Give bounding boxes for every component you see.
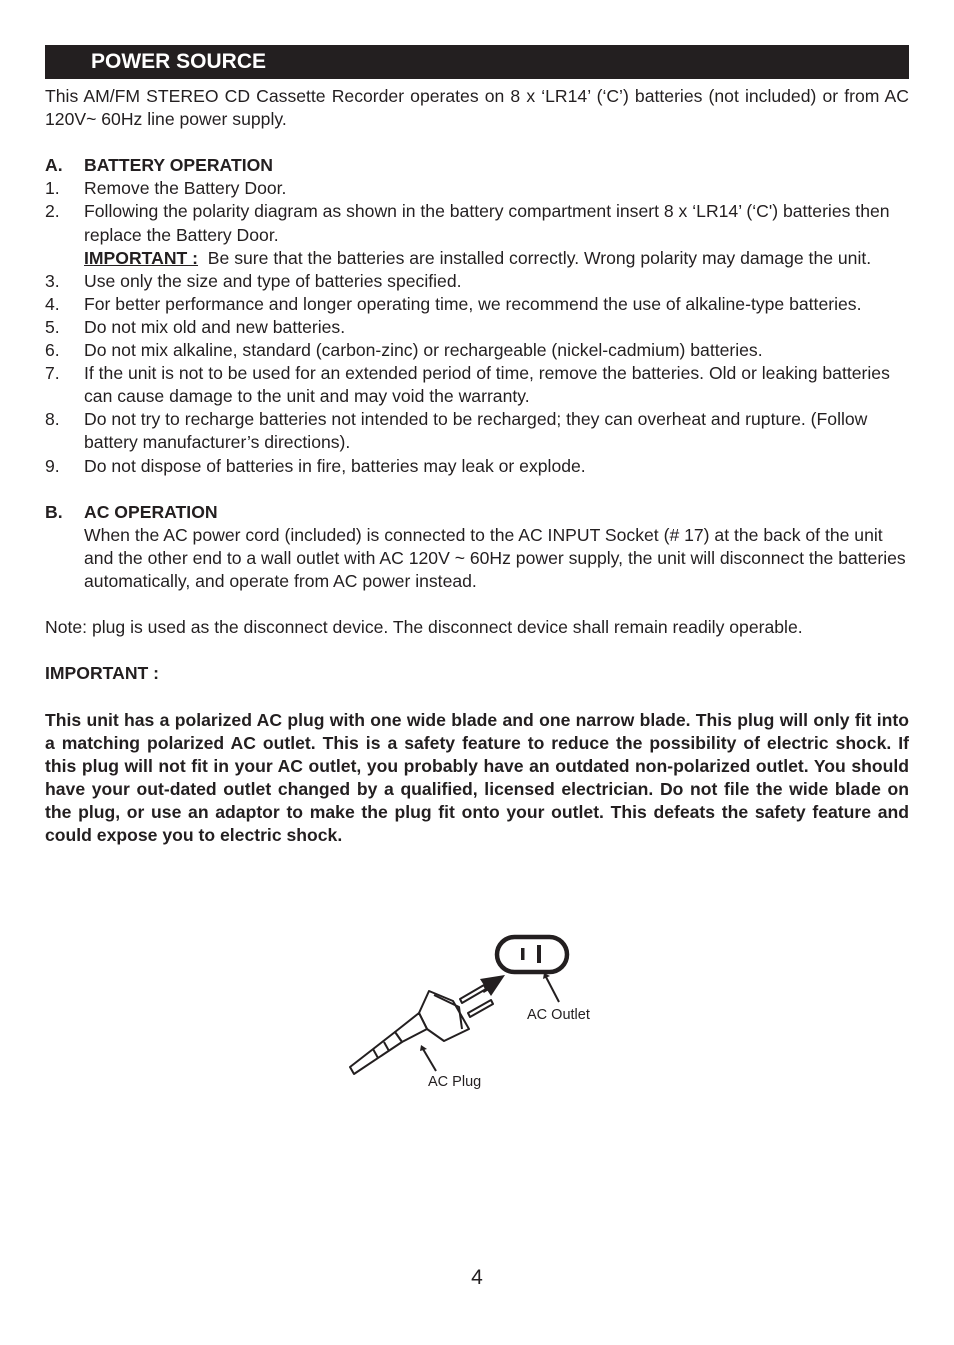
list-item-text: Do not dispose of batteries in fire, batteries may leak or explode. [84,455,586,476]
list-item-text: Remove the Battery Door. [84,178,287,199]
battery-section-title: BATTERY OPERATION [84,155,273,176]
spacer [45,478,909,501]
list-item-text: Do not mix old and new batteries. [84,316,346,337]
list-item-text: Do not mix alkaline, standard (carbon-zinc) or rechargeable (nickel-cadmium) batteries. [84,340,763,361]
list-item-body [84,200,909,269]
list-item [45,177,909,200]
list-item-number: 8. [45,409,60,430]
list-item-text: Following the polarity diagram as shown in the battery compartment insert 8 x ‘LR14’ (‘C') batteries then replace the Battery Door. [84,201,890,245]
list-item [45,339,909,362]
list-item-number: 4. [45,293,60,314]
ac-outlet-label: AC Outlet [527,1007,590,1023]
section-title: POWER SOURCE [91,50,267,73]
list-item-number: 2. [45,201,60,222]
polarized-plug-warning: This unit has a polarized AC plug with one wide blade and one narrow blade. This plug will only fit into a matching polarized AC outlet. This is a safety feature to reduce the possibility of electric shock. If this plug will not fit in your AC outlet, you probably have an outdated non-polarized outlet. You should have your out-dated outlet changed by a qualified, licensed electrician. Do not file the wide blade on the plug, or use an adaptor to make the plug fit onto your outlet. This defeats the safety feature and could expose you to electric shock. [45,709,909,845]
spacer [45,639,909,662]
page-number: 4 [471,1266,483,1289]
list-item [45,270,909,293]
list-item-text: Use only the size and type of batteries specified. [84,270,462,291]
important-heading: IMPORTANT : [45,663,160,684]
page-content [45,85,909,847]
ac-plug-label: AC Plug [428,1074,482,1090]
ac-section-heading [45,501,909,524]
spacer [45,685,909,708]
ac-section-letter: B. [45,501,63,522]
list-item [45,455,909,478]
battery-section-letter: A. [45,155,63,176]
list-item-number: 3. [45,270,60,291]
list-item [45,408,909,454]
section-header [45,45,909,79]
list-item-number: 5. [45,316,60,337]
ac-section-body [45,524,909,593]
list-item-number: 6. [45,340,60,361]
ac-section-text: When the AC power cord (included) is connected to the AC INPUT Socket (# 17) at the back of the unit and the other end to a wall outlet with AC 120V ~ 60Hz power supply, the unit will disconnect the batteries automatically, and operate from AC power instead. [84,524,906,591]
spacer [45,593,909,616]
list-item-number: 9. [45,455,60,476]
list-item [45,293,909,316]
list-item-text: If the unit is not to be used for an extended period of time, remove the batteries. Old or leaking batteries can cause damage to the unit and may void the warranty. [84,363,890,407]
ac-plug-icon [350,985,493,1074]
ac-section-title: AC OPERATION [84,501,218,522]
list-item [45,316,909,339]
list-item-number: 7. [45,363,60,384]
list-item-text: For better performance and longer operating time, we recommend the use of alkaline-type batteries. [84,293,862,314]
important-text: Be sure that the batteries are installed correctly. Wrong polarity may damage the unit. [207,247,872,268]
battery-section-heading [45,154,909,177]
list-item-text: Do not try to recharge batteries not intended to be recharged; they can overheat and rupture. (Follow battery manufacturer’s directions). [84,409,868,453]
plug-outlet-figure [340,925,620,1095]
list-item [45,362,909,408]
list-item [45,200,909,269]
important-label: IMPORTANT : [84,247,199,268]
intro-paragraph: This AM/FM STEREO CD Cassette Recorder operates on 8 x ‘LR14’ (‘C’) batteries (not included) or from AC 120V~ 60Hz line power supply. [45,86,909,130]
outlet-callout-line [546,977,559,1002]
ac-outlet-icon [497,937,567,972]
plug-callout-line [423,1049,436,1071]
note-paragraph: Note: plug is used as the disconnect device. The disconnect device shall remain readily operable. [45,617,803,638]
spacer [45,131,909,154]
list-item-number: 1. [45,178,60,199]
indent [45,524,84,593]
